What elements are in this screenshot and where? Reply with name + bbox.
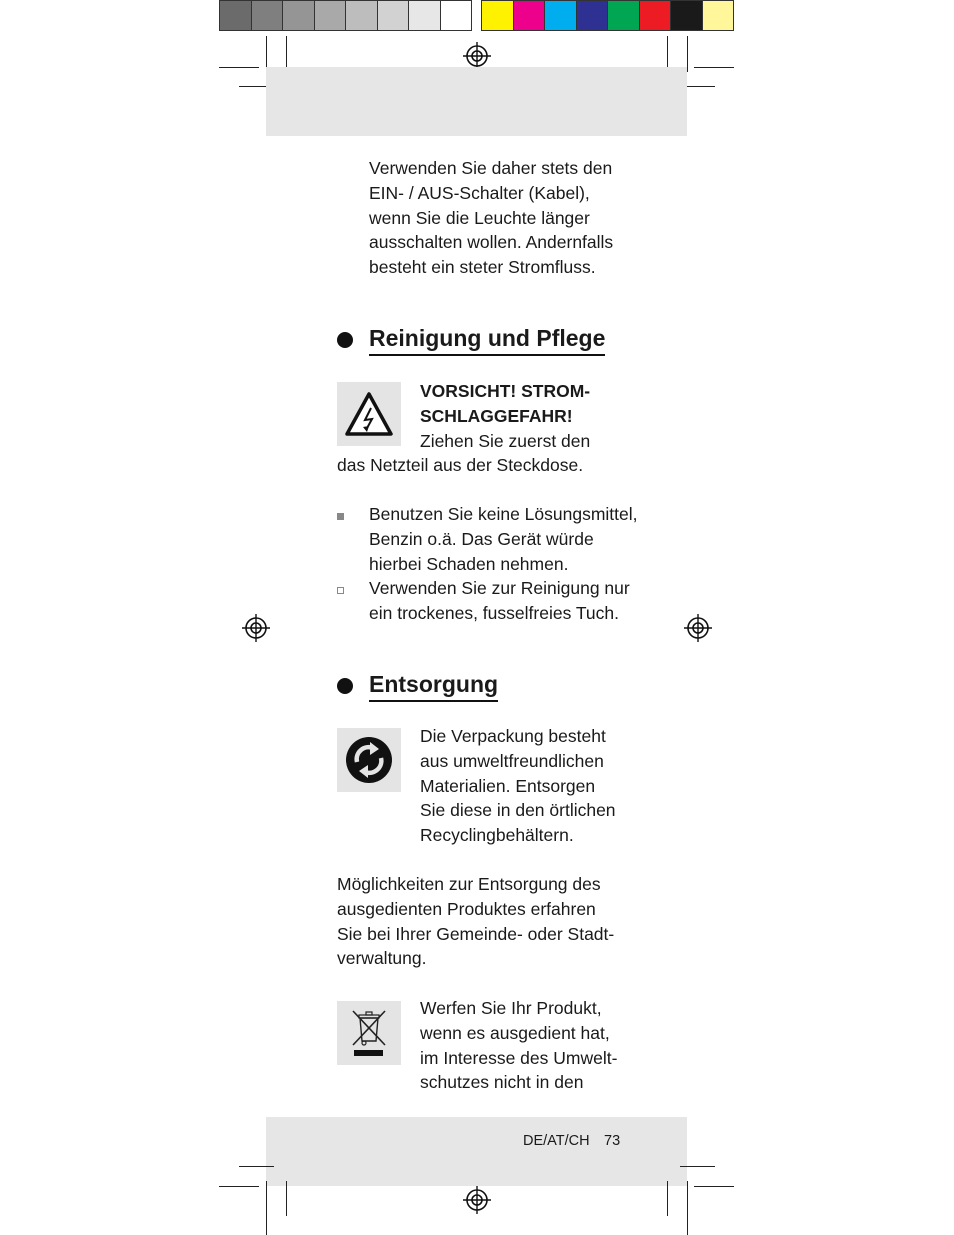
header-band [266, 67, 687, 136]
bullet-dot [337, 332, 353, 348]
crop-mark [694, 1186, 734, 1187]
grey-swatch [345, 0, 378, 31]
warning-title: VORSICHT! STROM- [420, 381, 591, 401]
warning-icon-box [337, 382, 401, 446]
crop-mark [239, 1166, 274, 1167]
section-heading-cleaning [337, 323, 605, 356]
text-line: aus umweltfreundlichen [420, 750, 604, 771]
crop-mark [286, 1181, 287, 1216]
color-swatch [576, 0, 609, 31]
crop-mark [266, 1181, 267, 1235]
crop-mark [680, 1166, 715, 1167]
text-line: hierbei Schaden nehmen. [369, 553, 569, 574]
bullet-square-filled [337, 513, 344, 520]
section-heading-disposal [337, 669, 498, 702]
registration-mark-icon [684, 614, 712, 642]
text-line: Verwenden Sie daher stets den [369, 158, 613, 178]
color-swatch [670, 0, 703, 31]
color-swatch [544, 0, 577, 31]
disposal-options-paragraph [337, 872, 677, 971]
grey-swatch [219, 0, 252, 31]
grey-swatch [408, 0, 441, 31]
registration-mark-icon [463, 42, 491, 70]
color-swatch [607, 0, 640, 31]
product-disposal-paragraph [420, 996, 680, 1095]
registration-mark-icon [463, 1186, 491, 1214]
grey-swatch [282, 0, 315, 31]
section-title: Entsorgung [369, 669, 498, 702]
text-line: wenn es ausgedient hat, [420, 1022, 610, 1043]
crop-mark [687, 1181, 688, 1235]
text-line: Sie bei Ihrer Gemeinde- oder Stadt- [337, 923, 615, 944]
warning-text [420, 379, 680, 453]
color-swatch [639, 0, 672, 31]
crop-mark [219, 67, 259, 68]
warning-title: SCHLAGGEFAHR! [420, 405, 573, 426]
grey-swatch [251, 0, 284, 31]
color-swatch [513, 0, 546, 31]
text-line: schutzes nicht in den [420, 1072, 584, 1093]
list-item [369, 502, 669, 576]
crop-mark [694, 67, 734, 68]
text-line: wenn Sie die Leuchte länger [369, 207, 590, 228]
bullet-square-outline [337, 587, 344, 594]
text-line: verwaltung. [337, 948, 427, 969]
text-line: Verwenden Sie zur Reinigung nur [369, 578, 630, 598]
text-line: Benzin o.ä. Das Gerät würde [369, 528, 594, 549]
page-number: 73 [604, 1133, 621, 1149]
color-calibration-bar [219, 0, 735, 33]
text-line: besteht ein steter Stromfluss. [369, 257, 596, 278]
recycle-icon-box [337, 728, 401, 792]
crossed-out-wheelie-bin-icon [337, 1001, 401, 1065]
color-swatch [481, 0, 514, 31]
text-line: im Interesse des Umwelt- [420, 1047, 618, 1068]
text-line: Benutzen Sie keine Lösungsmittel, [369, 504, 638, 524]
footer-band [266, 1117, 687, 1186]
text-line: Möglichkeiten zur Entsorgung des [337, 874, 601, 894]
text-line: EIN- / AUS-Schalter (Kabel), [369, 182, 590, 203]
electric-hazard-icon [337, 382, 401, 446]
text-line: Recyclingbehältern. [420, 825, 574, 846]
text-line: Materialien. Entsorgen [420, 775, 596, 796]
text-line: Werfen Sie Ihr Produkt, [420, 998, 602, 1018]
bin-icon-box [337, 1001, 401, 1065]
section-title: Reinigung und Pflege [369, 323, 605, 356]
grey-swatch [377, 0, 410, 31]
bullet-dot [337, 678, 353, 694]
text-line: ein trockenes, fusselfreies Tuch. [369, 602, 619, 623]
color-swatch [702, 0, 735, 31]
intro-paragraph [369, 156, 669, 280]
crop-mark [219, 1186, 259, 1187]
registration-mark-icon [242, 614, 270, 642]
list-item [369, 576, 669, 626]
text-line: das Netzteil aus der Steckdose. [337, 455, 584, 475]
footer-locale: DE/AT/CH [523, 1133, 590, 1149]
green-dot-recycling-icon [337, 728, 401, 792]
text-line: Die Verpackung besteht [420, 726, 606, 746]
crop-mark [687, 36, 688, 72]
packaging-paragraph [420, 724, 680, 848]
crop-mark [667, 1181, 668, 1216]
text-line: Sie diese in den örtlichen [420, 800, 616, 821]
text-line: ausschalten wollen. Andernfalls [369, 232, 614, 253]
text-line: Ziehen Sie zuerst den [420, 430, 591, 451]
text-line: ausgedienten Produktes erfahren [337, 898, 596, 919]
grey-swatch [314, 0, 347, 31]
grey-swatch [440, 0, 473, 31]
